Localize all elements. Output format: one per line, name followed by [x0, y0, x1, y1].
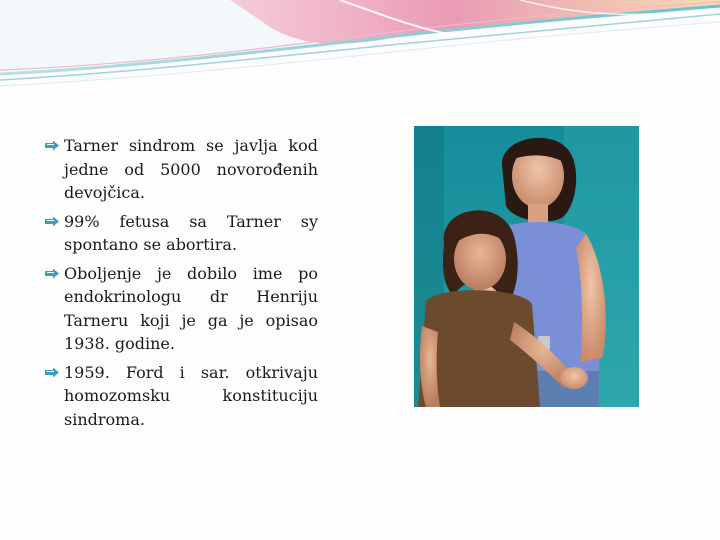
wingding-arrow-icon	[44, 367, 60, 378]
bullet-text: 1959. Ford i sar. otkrivaju homozomsku konstituciju sindroma.	[64, 362, 318, 429]
text-content	[44, 134, 318, 436]
bullet-list	[44, 134, 318, 431]
bullet-item	[44, 134, 318, 205]
bullet-text: Tarner sindrom se javlja kod jedne od 5000 novorođenih devojčica.	[64, 136, 318, 202]
bullet-item	[44, 210, 318, 257]
header-wave-decoration	[0, 0, 720, 95]
photo-girl-and-woman	[414, 126, 639, 407]
bullet-item	[44, 361, 318, 432]
wingding-arrow-icon	[44, 216, 60, 227]
bullet-text: Oboljenje je dobilo ime po endokrinologu dr Henriju Tarneru koji je ga je opisao 1938. godine.	[64, 263, 318, 353]
bullet-text: 99% fetusa sa Tarner sy spontano se abortira.	[64, 211, 318, 254]
wingding-arrow-icon	[44, 140, 60, 151]
photo-illustration	[414, 126, 639, 407]
wingding-arrow-icon	[44, 268, 60, 279]
bullet-item	[44, 262, 318, 356]
